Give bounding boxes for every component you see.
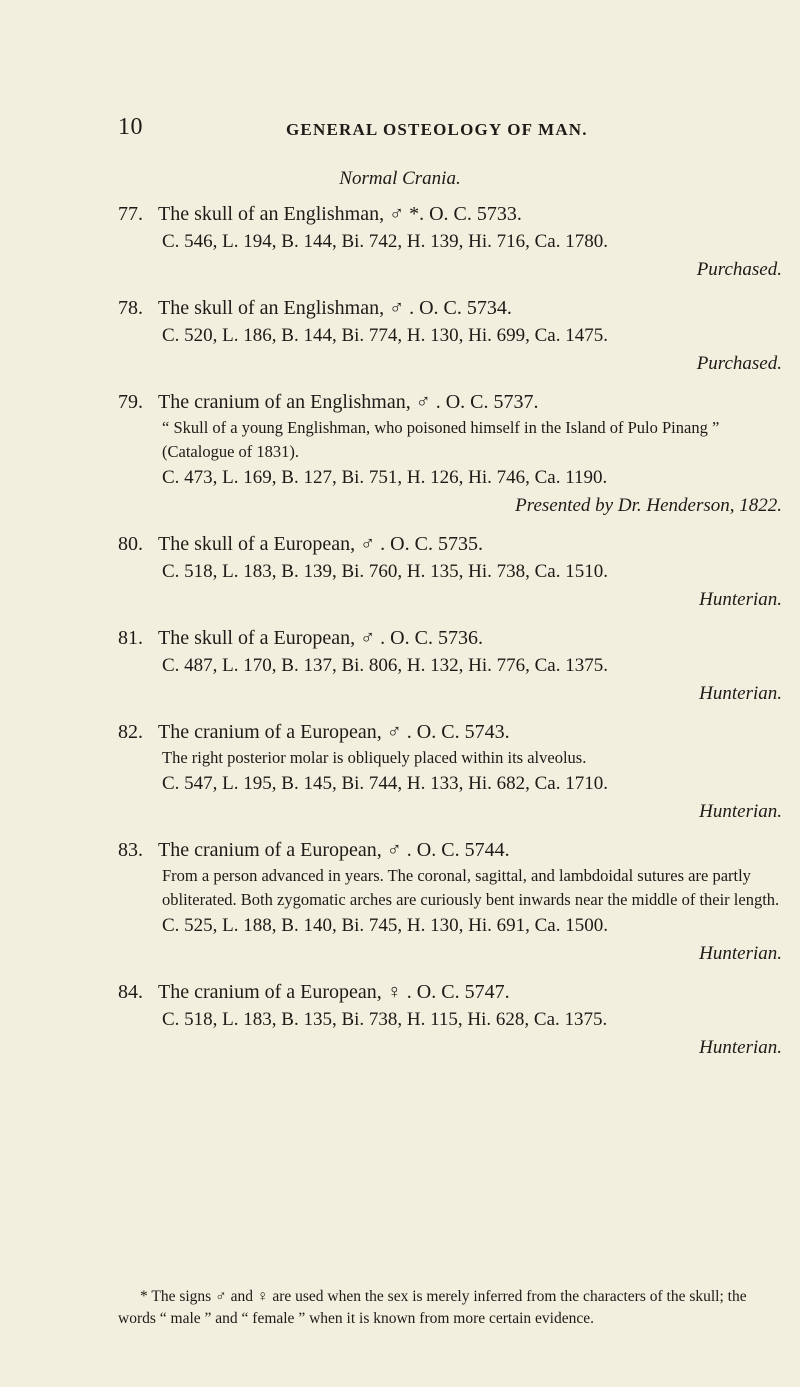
entry-number: 80. — [118, 533, 143, 555]
catalogue-entry — [118, 718, 782, 826]
footnote: * The signs ♂ and ♀ are used when the sex is merely inferred from the characters of the skull; the words “ male ” and “ female ” when it is known from more certain evidence. — [118, 1288, 747, 1327]
entry-measurements: C. 518, L. 183, B. 135, Bi. 738, H. 115, Hi. 628, Ca. 1375. — [162, 1009, 608, 1030]
entry-title: The cranium of a European, ♂ . O. C. 5744. — [158, 839, 510, 861]
entry-title: The skull of a European, ♂ . O. C. 5736. — [158, 627, 483, 649]
section-title: Normal Crania. — [339, 168, 461, 189]
entry-title: The cranium of a European, ♂ . O. C. 5743. — [158, 721, 510, 743]
entry-title: The skull of a European, ♂ . O. C. 5735. — [158, 533, 483, 555]
entry-note: “ Skull of a young Englishman, who poisoned himself in the Island of Pulo Pinang ” (Catalogue of 1831). — [162, 418, 720, 461]
catalogue-entry — [118, 836, 782, 968]
entry-source: Presented by Dr. Henderson, 1822. — [515, 495, 782, 516]
catalogue-entry — [118, 624, 782, 708]
entry-heading — [118, 388, 782, 416]
entry-heading — [118, 200, 782, 228]
entry-heading — [118, 624, 782, 652]
entry-note: From a person advanced in years. The coronal, sagittal, and lambdoidal sutures are partly obliterated. Both zygomatic arches are curiously bent inwards near the middle of their length. — [162, 866, 780, 909]
entry-source: Hunterian. — [699, 1037, 782, 1058]
entry-number: 77. — [118, 203, 143, 225]
entry-measurements: C. 546, L. 194, B. 144, Bi. 742, H. 139, Hi. 716, Ca. 1780. — [162, 231, 608, 252]
catalogue-entries — [118, 200, 782, 1072]
catalogue-entry — [118, 294, 782, 378]
catalogue-entry — [118, 200, 782, 284]
catalogue-entry — [118, 388, 782, 520]
entry-source: Hunterian. — [699, 801, 782, 822]
entry-title: The skull of an Englishman, ♂ . O. C. 5734. — [158, 297, 512, 319]
entry-number: 84. — [118, 981, 143, 1003]
entry-heading — [118, 294, 782, 322]
entry-number: 82. — [118, 721, 143, 743]
entry-number: 81. — [118, 627, 143, 649]
entry-measurements: C. 473, L. 169, B. 127, Bi. 751, H. 126, Hi. 746, Ca. 1190. — [162, 467, 608, 488]
entry-measurements: C. 487, L. 170, B. 137, Bi. 806, H. 132, Hi. 776, Ca. 1375. — [162, 655, 608, 676]
entry-source: Purchased. — [696, 353, 782, 374]
page-header — [118, 114, 778, 144]
entry-number: 79. — [118, 391, 143, 413]
entry-note: The right posterior molar is obliquely placed within its alveolus. — [162, 748, 587, 767]
entry-heading — [118, 530, 782, 558]
entry-heading — [118, 836, 782, 864]
entry-source: Hunterian. — [699, 683, 782, 704]
entry-source: Purchased. — [696, 259, 782, 280]
catalogue-entry — [118, 530, 782, 614]
entry-measurements: C. 518, L. 183, B. 139, Bi. 760, H. 135, Hi. 738, Ca. 1510. — [162, 561, 608, 582]
entry-number: 83. — [118, 839, 143, 861]
entry-heading — [118, 978, 782, 1006]
entry-source: Hunterian. — [699, 943, 782, 964]
catalogue-entry — [118, 978, 782, 1062]
entry-title: The skull of an Englishman, ♂ *. O. C. 5733. — [158, 203, 522, 225]
entry-source: Hunterian. — [699, 589, 782, 610]
entry-measurements: C. 520, L. 186, B. 144, Bi. 774, H. 130, Hi. 699, Ca. 1475. — [162, 325, 608, 346]
page-number: 10 — [118, 114, 143, 140]
running-title: GENERAL OSTEOLOGY OF MAN. — [286, 120, 588, 139]
entry-title: The cranium of a European, ♀ . O. C. 5747. — [158, 981, 510, 1003]
entry-measurements: C. 547, L. 195, B. 145, Bi. 744, H. 133, Hi. 682, Ca. 1710. — [162, 773, 608, 794]
entry-title: The cranium of an Englishman, ♂ . O. C. 5737. — [158, 391, 539, 413]
entry-number: 78. — [118, 297, 143, 319]
entry-heading — [118, 718, 782, 746]
entry-measurements: C. 525, L. 188, B. 140, Bi. 745, H. 130, Hi. 691, Ca. 1500. — [162, 915, 608, 936]
